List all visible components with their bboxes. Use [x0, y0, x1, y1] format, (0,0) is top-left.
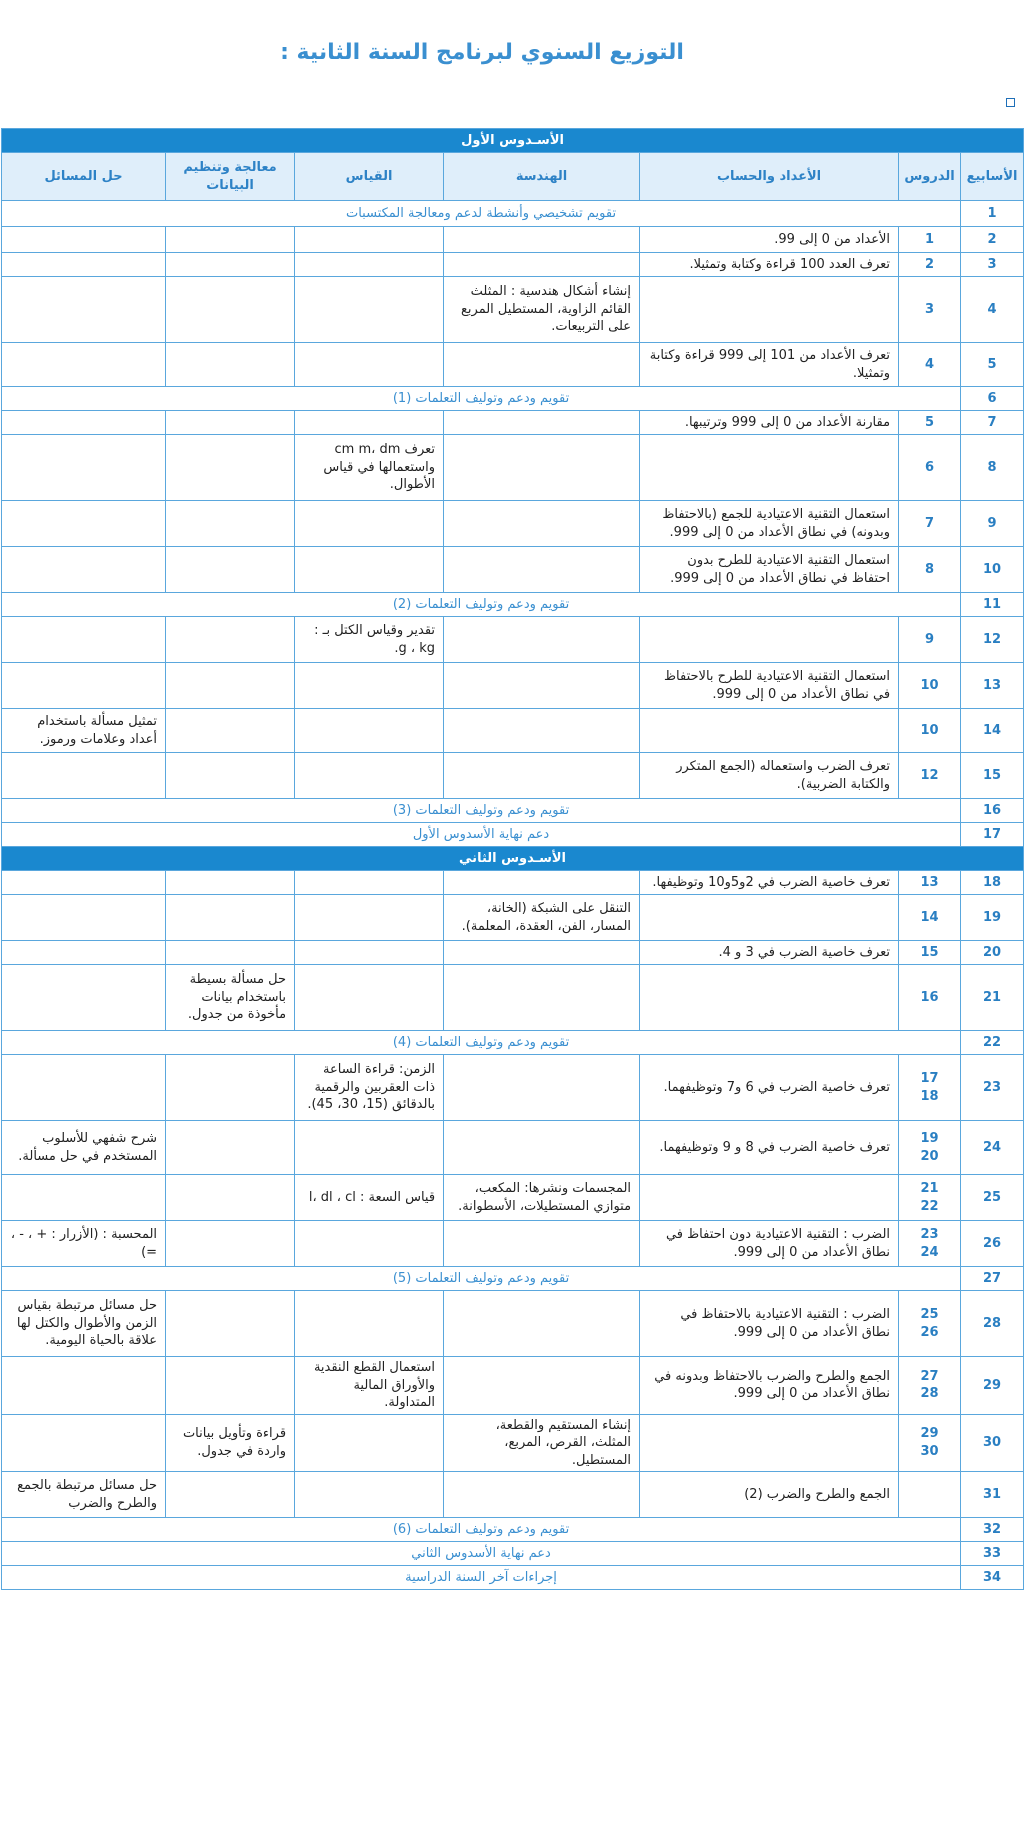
data-cell — [166, 1055, 295, 1121]
measurement-cell: الزمن: قراءة الساعة ذات العقربين والرقمية بالدقائق (15، 30، 45). — [295, 1055, 444, 1121]
problems-cell — [2, 617, 166, 663]
week-number: 25 — [961, 1175, 1024, 1221]
annual-plan-table — [1, 128, 1024, 1590]
numbers-cell — [640, 965, 899, 1031]
geometry-cell — [444, 941, 640, 965]
assessment-text: تقويم تشخيصي وأنشطة لدعم ومعالجة المكتسبات — [2, 201, 961, 227]
measurement-cell — [295, 1472, 444, 1518]
week-number: 15 — [961, 753, 1024, 799]
geometry-cell — [444, 1221, 640, 1267]
geometry-cell — [444, 617, 640, 663]
table-row — [2, 1121, 1024, 1175]
assessment-text: تقويم ودعم وتوليف التعلمات (5) — [2, 1267, 961, 1291]
lesson-number: 25 26 — [899, 1291, 961, 1357]
data-cell — [166, 411, 295, 435]
geometry-cell: إنشاء أشكال هندسية : المثلث القائم الزاوية، المستطيل المربع على التربيعات. — [444, 277, 640, 343]
geometry-cell — [444, 227, 640, 253]
week-number: 13 — [961, 663, 1024, 709]
measurement-cell — [295, 663, 444, 709]
problems-cell — [2, 435, 166, 501]
table-row — [2, 253, 1024, 277]
table-row — [2, 965, 1024, 1031]
assessment-row — [2, 1031, 1024, 1055]
data-cell — [166, 343, 295, 387]
lesson-number: 12 — [899, 753, 961, 799]
problems-cell — [2, 227, 166, 253]
week-number: 14 — [961, 709, 1024, 753]
assessment-row — [2, 593, 1024, 617]
table-row — [2, 411, 1024, 435]
assessment-row — [2, 799, 1024, 823]
geometry-cell — [444, 343, 640, 387]
table-row — [2, 1291, 1024, 1357]
assessment-text: إجراءات آخر السنة الدراسية — [2, 1566, 961, 1590]
measurement-cell — [295, 547, 444, 593]
numbers-cell: استعمال التقنية الاعتيادية للجمع (بالاحتفاظ وبدونه) في نطاق الأعداد من 0 إلى 999. — [640, 501, 899, 547]
week-number: 20 — [961, 941, 1024, 965]
lesson-number: 23 24 — [899, 1221, 961, 1267]
week-number: 23 — [961, 1055, 1024, 1121]
geometry-cell — [444, 709, 640, 753]
lesson-number: 15 — [899, 941, 961, 965]
semester-row — [2, 847, 1024, 871]
lesson-number: 3 — [899, 277, 961, 343]
lesson-number: 16 — [899, 965, 961, 1031]
week-number: 27 — [961, 1267, 1024, 1291]
problems-cell — [2, 895, 166, 941]
measurement-cell — [295, 709, 444, 753]
measurement-cell: استعمال القطع النقدية والأوراق المالية المتداولة. — [295, 1357, 444, 1415]
numbers-cell: تعرف الأعداد من 101 إلى 999 قراءة وكتابة وتمثيلا. — [640, 343, 899, 387]
table-row — [2, 1414, 1024, 1472]
measurement-cell — [295, 1291, 444, 1357]
table-row — [2, 941, 1024, 965]
data-cell — [166, 663, 295, 709]
data-cell — [166, 253, 295, 277]
header-measurement: القياس — [295, 153, 444, 201]
week-number: 19 — [961, 895, 1024, 941]
data-cell — [166, 501, 295, 547]
measurement-cell — [295, 1414, 444, 1472]
week-number: 21 — [961, 965, 1024, 1031]
table-row — [2, 343, 1024, 387]
measurement-cell — [295, 753, 444, 799]
problems-cell: شرح شفهي للأسلوب المستخدم في حل مسألة. — [2, 1121, 166, 1175]
table-row — [2, 871, 1024, 895]
lesson-number: 2 — [899, 253, 961, 277]
lesson-number: 14 — [899, 895, 961, 941]
assessment-row — [2, 1267, 1024, 1291]
geometry-cell — [444, 435, 640, 501]
geometry-cell: التنقل على الشبكة (الخانة، المسار، الفن، العقدة، المعلمة). — [444, 895, 640, 941]
table-row — [2, 547, 1024, 593]
numbers-cell: مقارنة الأعداد من 0 إلى 999 وترتيبها. — [640, 411, 899, 435]
lesson-number: 4 — [899, 343, 961, 387]
week-number: 18 — [961, 871, 1024, 895]
problems-cell: تمثيل مسألة باستخدام أعداد وعلامات ورموز. — [2, 709, 166, 753]
problems-cell — [2, 1175, 166, 1221]
assessment-row — [2, 1518, 1024, 1542]
table-row — [2, 1175, 1024, 1221]
lesson-number: 6 — [899, 435, 961, 501]
data-cell — [166, 941, 295, 965]
problems-cell — [2, 1414, 166, 1472]
week-number: 3 — [961, 253, 1024, 277]
measurement-cell: تعرف cm m، dm واستعمالها في قياس الأطوال. — [295, 435, 444, 501]
assessment-text: تقويم ودعم وتوليف التعلمات (3) — [2, 799, 961, 823]
data-cell — [166, 895, 295, 941]
assessment-row — [2, 1542, 1024, 1566]
week-number: 2 — [961, 227, 1024, 253]
data-cell — [166, 871, 295, 895]
measurement-cell — [295, 411, 444, 435]
page-title: التوزيع السنوي لبرنامج السنة الثانية : — [280, 40, 684, 65]
numbers-cell: الأعداد من 0 إلى 99. — [640, 227, 899, 253]
table-row — [2, 227, 1024, 253]
numbers-cell — [640, 1414, 899, 1472]
week-number: 16 — [961, 799, 1024, 823]
measurement-cell — [295, 277, 444, 343]
numbers-cell — [640, 1175, 899, 1221]
measurement-cell — [295, 501, 444, 547]
week-number: 28 — [961, 1291, 1024, 1357]
header-problems: حل المسائل — [2, 153, 166, 201]
data-cell — [166, 617, 295, 663]
problems-cell — [2, 253, 166, 277]
geometry-cell — [444, 1055, 640, 1121]
data-cell — [166, 435, 295, 501]
lesson-number: 21 22 — [899, 1175, 961, 1221]
lesson-number: 9 — [899, 617, 961, 663]
problems-cell: المحسبة : (الأزرار : + ، - ، =) — [2, 1221, 166, 1267]
header-data: معالجة وتنظيم البيانات — [166, 153, 295, 201]
numbers-cell: تعرف خاصية الضرب في 3 و 4. — [640, 941, 899, 965]
problems-cell — [2, 1055, 166, 1121]
data-cell — [166, 277, 295, 343]
table-row — [2, 277, 1024, 343]
geometry-cell — [444, 411, 640, 435]
measurement-cell — [295, 1121, 444, 1175]
problems-cell — [2, 753, 166, 799]
data-cell — [166, 1357, 295, 1415]
data-cell — [166, 1121, 295, 1175]
geometry-cell — [444, 1291, 640, 1357]
week-number: 1 — [961, 201, 1024, 227]
assessment-text: دعم نهاية الأسدوس الثاني — [2, 1542, 961, 1566]
numbers-cell: الضرب : التقنية الاعتيادية دون احتفاظ في نطاق الأعداد من 0 إلى 999. — [640, 1221, 899, 1267]
measurement-cell — [295, 1221, 444, 1267]
data-cell — [166, 1175, 295, 1221]
data-cell — [166, 1291, 295, 1357]
geometry-cell — [444, 965, 640, 1031]
geometry-cell — [444, 547, 640, 593]
numbers-cell: الضرب : التقنية الاعتيادية بالاحتفاظ في نطاق الأعداد من 0 إلى 999. — [640, 1291, 899, 1357]
column-header-row — [2, 153, 1024, 201]
geometry-cell — [444, 871, 640, 895]
week-number: 11 — [961, 593, 1024, 617]
table-row — [2, 895, 1024, 941]
numbers-cell — [640, 709, 899, 753]
problems-cell — [2, 1357, 166, 1415]
square-bullet-icon — [1006, 98, 1015, 107]
assessment-text: دعم نهاية الأسدوس الأول — [2, 823, 961, 847]
problems-cell: حل مسائل مرتبطة بقياس الزمن والأطوال والكتل لها علاقة بالحياة اليومية. — [2, 1291, 166, 1357]
lesson-number: 13 — [899, 871, 961, 895]
lesson-number — [899, 1472, 961, 1518]
geometry-cell — [444, 253, 640, 277]
numbers-cell — [640, 435, 899, 501]
measurement-cell — [295, 227, 444, 253]
semester-title: الأسـدوس الثاني — [2, 847, 1024, 871]
week-number: 9 — [961, 501, 1024, 547]
problems-cell — [2, 663, 166, 709]
geometry-cell — [444, 1357, 640, 1415]
table-row — [2, 709, 1024, 753]
data-cell: حل مسألة بسيطة باستخدام بيانات مأخوذة من جدول. — [166, 965, 295, 1031]
week-number: 31 — [961, 1472, 1024, 1518]
week-number: 24 — [961, 1121, 1024, 1175]
assessment-row — [2, 1566, 1024, 1590]
measurement-cell — [295, 871, 444, 895]
lesson-number: 17 18 — [899, 1055, 961, 1121]
week-number: 33 — [961, 1542, 1024, 1566]
numbers-cell: تعرف خاصية الضرب في 6 و7 وتوظيفهما. — [640, 1055, 899, 1121]
week-number: 30 — [961, 1414, 1024, 1472]
geometry-cell — [444, 663, 640, 709]
problems-cell — [2, 547, 166, 593]
lesson-number: 10 — [899, 709, 961, 753]
week-number: 26 — [961, 1221, 1024, 1267]
table-row — [2, 1472, 1024, 1518]
week-number: 29 — [961, 1357, 1024, 1415]
geometry-cell — [444, 753, 640, 799]
problems-cell — [2, 411, 166, 435]
geometry-cell: إنشاء المستقيم والقطعة، المثلث، القرص، المربع، المستطيل. — [444, 1414, 640, 1472]
week-number: 12 — [961, 617, 1024, 663]
week-number: 4 — [961, 277, 1024, 343]
measurement-cell — [295, 965, 444, 1031]
week-number: 5 — [961, 343, 1024, 387]
lesson-number: 8 — [899, 547, 961, 593]
geometry-cell — [444, 1121, 640, 1175]
measurement-cell — [295, 895, 444, 941]
week-number: 6 — [961, 387, 1024, 411]
lesson-number: 1 — [899, 227, 961, 253]
data-cell — [166, 709, 295, 753]
assessment-row — [2, 201, 1024, 227]
problems-cell — [2, 965, 166, 1031]
table-row — [2, 1221, 1024, 1267]
semester-row — [2, 129, 1024, 153]
data-cell — [166, 1472, 295, 1518]
numbers-cell: تعرف خاصية الضرب في 2و5و10 وتوظيفها. — [640, 871, 899, 895]
numbers-cell — [640, 895, 899, 941]
week-number: 17 — [961, 823, 1024, 847]
numbers-cell: الجمع والطرح والضرب (2) — [640, 1472, 899, 1518]
table-row — [2, 1055, 1024, 1121]
header-numbers: الأعداد والحساب — [640, 153, 899, 201]
week-number: 22 — [961, 1031, 1024, 1055]
measurement-cell — [295, 253, 444, 277]
numbers-cell: استعمال التقنية الاعتيادية للطرح بدون احتفاظ في نطاق الأعداد من 0 إلى 999. — [640, 547, 899, 593]
problems-cell — [2, 501, 166, 547]
problems-cell: حل مسائل مرتبطة بالجمع والطرح والضرب — [2, 1472, 166, 1518]
data-cell — [166, 547, 295, 593]
assessment-row — [2, 823, 1024, 847]
problems-cell — [2, 941, 166, 965]
numbers-cell: استعمال التقنية الاعتيادية للطرح بالاحتفاظ في نطاق الأعداد من 0 إلى 999. — [640, 663, 899, 709]
numbers-cell: تعرف خاصية الضرب في 8 و 9 وتوظيفهما. — [640, 1121, 899, 1175]
measurement-cell: قياس السعة : l، dl ، cl — [295, 1175, 444, 1221]
geometry-cell: المجسمات ونشرها: المكعب، متوازي المستطيلات، الأسطوانة. — [444, 1175, 640, 1221]
lesson-number: 10 — [899, 663, 961, 709]
assessment-row — [2, 387, 1024, 411]
assessment-text: تقويم ودعم وتوليف التعلمات (6) — [2, 1518, 961, 1542]
week-number: 32 — [961, 1518, 1024, 1542]
measurement-cell: تقدير وقياس الكتل بـ : g ، kg. — [295, 617, 444, 663]
measurement-cell — [295, 941, 444, 965]
data-cell — [166, 753, 295, 799]
numbers-cell: الجمع والطرح والضرب بالاحتفاظ وبدونه في نطاق الأعداد من 0 إلى 999. — [640, 1357, 899, 1415]
lesson-number: 7 — [899, 501, 961, 547]
assessment-text: تقويم ودعم وتوليف التعلمات (1) — [2, 387, 961, 411]
header-geometry: الهندسة — [444, 153, 640, 201]
problems-cell — [2, 871, 166, 895]
assessment-text: تقويم ودعم وتوليف التعلمات (2) — [2, 593, 961, 617]
lesson-number: 19 20 — [899, 1121, 961, 1175]
problems-cell — [2, 343, 166, 387]
numbers-cell — [640, 617, 899, 663]
week-number: 8 — [961, 435, 1024, 501]
week-number: 7 — [961, 411, 1024, 435]
lesson-number: 27 28 — [899, 1357, 961, 1415]
data-cell: قراءة وتأويل بيانات واردة في جدول. — [166, 1414, 295, 1472]
table-row — [2, 435, 1024, 501]
lesson-number: 29 30 — [899, 1414, 961, 1472]
numbers-cell: تعرف الضرب واستعماله (الجمع المتكرر والكتابة الضربية). — [640, 753, 899, 799]
data-cell — [166, 1221, 295, 1267]
problems-cell — [2, 277, 166, 343]
table-row — [2, 1357, 1024, 1415]
week-number: 10 — [961, 547, 1024, 593]
semester-title: الأسـدوس الأول — [2, 129, 1024, 153]
data-cell — [166, 227, 295, 253]
table-row — [2, 617, 1024, 663]
measurement-cell — [295, 343, 444, 387]
table-row — [2, 753, 1024, 799]
assessment-text: تقويم ودعم وتوليف التعلمات (4) — [2, 1031, 961, 1055]
numbers-cell: تعرف العدد 100 قراءة وكتابة وتمثيلا. — [640, 253, 899, 277]
geometry-cell — [444, 1472, 640, 1518]
table-row — [2, 501, 1024, 547]
lesson-number: 5 — [899, 411, 961, 435]
table-row — [2, 663, 1024, 709]
geometry-cell — [444, 501, 640, 547]
week-number: 34 — [961, 1566, 1024, 1590]
header-weeks: الأسابيع — [961, 153, 1024, 201]
header-lessons: الدروس — [899, 153, 961, 201]
numbers-cell — [640, 277, 899, 343]
